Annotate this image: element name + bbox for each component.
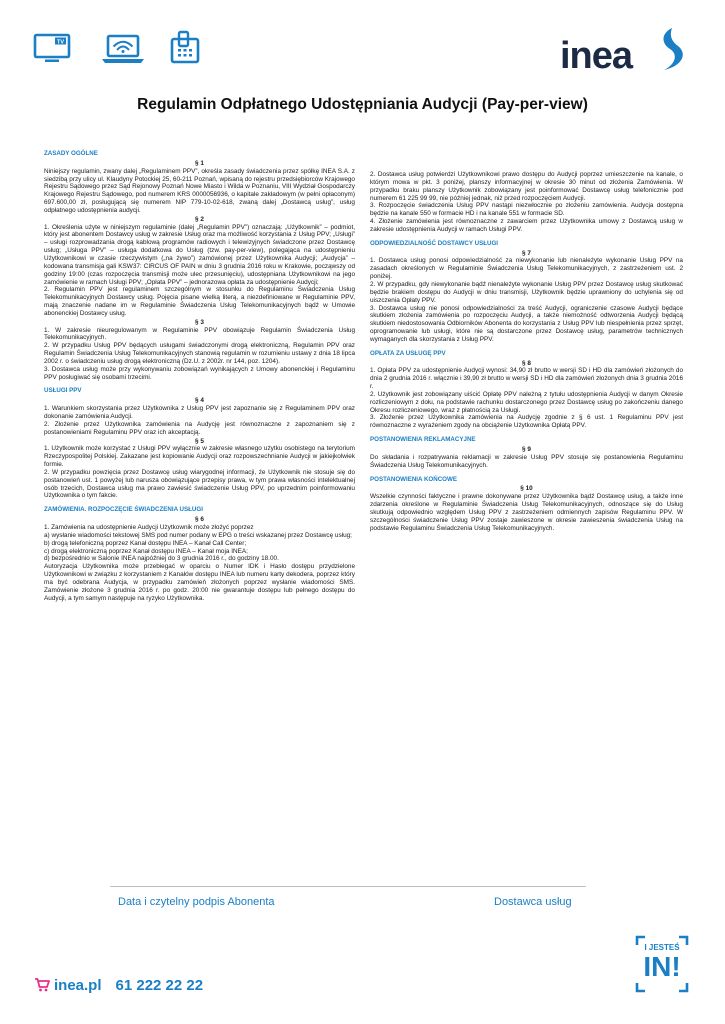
section-heading: ZASADY OGÓLNE: [44, 150, 98, 157]
page-title: Regulamin Odpłatnego Udostępniania Audycji (Pay-per-view): [137, 96, 588, 113]
section-heading: ZAMÓWIENIA. ROZPOCZĘCIE ŚWIADCZENIA USŁUGI: [44, 506, 203, 514]
badge-small-text: I JESTEŚ: [644, 943, 680, 952]
paragraph: 2. Użytkownik jest zobowiązany uiścić Opłatę PPV należną z tytułu udostępnienia Audycji w danym Okresie rozliczeniowym z dołu, na podstawie rachunku dostarczonego przez Dostawcę usług po zakończeniu danego Okresu rozliczeniowego, wraz z płatnością za Usługi.: [370, 390, 683, 414]
paragraph: 2. Regulamin PPV jest regulaminem szczególnym w stosunku do Regulaminu Świadczenia Usług Telekomunikacyjnych Dostawcy usług. Pojęcia pisane wielką literą, a niezdefiniowane w Regulaminie PPV, mają znaczenie nadane im w Regulaminie Świadczenia Usług Telekomunikacyjnych bądź w Umowie abonenckiej Dostawcy usług.: [44, 286, 355, 317]
paragraph: 1. Opłata PPV za udostępnienie Audycji wynosi: 34,90 zł brutto w wersji SD i HD dla zamówień złożonych do dnia 2 grudnia 2016 r. włącznie i 39,90 zł brutto w wersji SD i HD dla zamówień złożonych dnia 3 grudnia 2016 r.: [370, 367, 683, 391]
paragraph-number: § 4: [195, 397, 204, 405]
paragraph-number: § 6: [195, 516, 204, 524]
paragraph-number: § 8: [522, 359, 531, 367]
inea-logo: [560, 24, 690, 81]
cart-icon: [34, 978, 50, 992]
paragraph: 2. Dostawca usług potwierdzi Użytkownikowi prawo dostępu do Audycji poprzez umieszczenie na kanale, o którym mowa w pkt. 3 poniżej, planszy informacyjnej w okresie 30 minut od złożenia Zamówienia. W przypadku braku planszy Użytkownik zobowiązany jest poinformować Dostawcę usług telefonicznie pod numerem 61 225 99 99, nie później jednak, niż przed rozpoczęciem Audycji.: [370, 171, 683, 202]
paragraph: c) drogą elektroniczną poprzez Kanał dostępu INEA – Kanał moja INEA;: [44, 547, 248, 555]
paragraph: 3. Dostawca usług nie ponosi odpowiedzialności za treść Audycji, ograniczenie czasowe Audycji będące skutkiem złożenia zamówienia po rozpoczęciu Audycji, a także niemożność odtworzenia Audycji będącą skutkiem niedostosowania Odbiorników Abonenta do korzystania z Usług PPV lub niespełnienia przez sprzęt, oprogramowanie lub usługi, które nie są dostarczone przez Dostawcę usług, parametrów technicznych wymaganych dla skorzystania z Usług PPV.: [370, 304, 683, 343]
paragraph: 3. Dostawca usług może przy wykonywaniu zobowiązań wynikających z Umowy abonenckiej i Regulaminu PPV posługiwać się osobami trzecimi.: [44, 365, 355, 381]
paragraph: 4. Złożenie zamówienia jest równoznaczne z zawarciem przez Użytkownika umowy z Dostawcą usług w zakresie udostępnienia Audycji w ramach Usługi PPV.: [370, 218, 683, 233]
section-heading: POSTANOWIENIA KOŃCOWE: [370, 475, 457, 483]
paragraph-number: § 1: [195, 159, 204, 167]
paragraph-number: § 3: [195, 318, 204, 326]
paragraph: 3. Rozpoczęcie świadczenia Usług PPV nastąpi niezwłocznie po złożeniu zamówienia. Audycja dostępna będzie na kanale 550 w formacie HD i na kanale 551 w formacie SD.: [370, 202, 683, 218]
paragraph-number: § 10: [520, 485, 533, 493]
paragraph: 2. W przypadku Usług PPV będących usługami świadczonymi drogą elektroniczną, Regulamin PPV oraz Regulamin Świadczenia Usług Telekomunikacyjnych stanowią regulamin w rozumieniu ustawy z dnia 18 lipca 2002 r. o świadczeniu usług drogą elektroniczną (Dz.U. z 2002r. nr 144, poz. 1204).: [44, 342, 355, 365]
tv-icon: [33, 33, 71, 63]
svg-text:inea: inea: [560, 35, 633, 76]
paragraph-number: § 2: [195, 215, 204, 223]
paragraph: 3. Złożenie przez Użytkownika zamówienia na Audycję zgodnie z § 6 ust. 1 Regulaminu PPV jest równoznaczne z wyrażeniem zgody na obciążenie Użytkownika Opłatą PPV.: [370, 414, 683, 430]
paragraph: Wszelkie czynności faktyczne i prawne dokonywane przez Użytkownika bądź Dostawcę usług, a także inne zdarzenia określone w Regulaminie Świadczenia Usług Telekomunikacyjnych, odnoszące się do Usług skutkują odpowiednio względem Usług PPV z zastrzeżeniem odmiennych zapisów Regulaminu PPV. W szczególności świadczenie Usług PPV zostaje zawieszone w okresie zawieszenia świadczenia Usług na podstawie Regulaminu Świadczenia Usług Telekomunikacyjnych.: [370, 493, 683, 532]
paragraph-number: § 5: [195, 437, 204, 445]
footer-contact: [34, 977, 203, 994]
website-link[interactable]: inea.pl: [54, 977, 102, 994]
paragraph: 1. Zamówienia na udostępnienie Audycji Użytkownik może złożyć poprzez: [44, 523, 254, 531]
svg-text:TV: TV: [56, 39, 65, 46]
paragraph: 2. Złożenie przez Użytkownika zamówienia na Audycję jest równoznaczne z zapoznaniem się z postanowieniami Regulaminu PPV oraz ich akceptacją.: [44, 420, 355, 436]
phone-icon: [170, 30, 200, 64]
paragraph: 2. W przypadku powzięcia przez Dostawcę usług wiarygodnej informacji, że Użytkownik nie stosuje się do postanowień ust. 1 powyżej lub narusza obowiązujące przepisy prawa, w tym prawa własności intelektualnej osób trzecich, Dostawca usług ma prawo zawiesić świadczenie Usług PPV, po uprzednim poinformowaniu Użytkownika o tym fakcie.: [44, 468, 355, 500]
section-heading: USŁUGI PPV: [44, 387, 82, 395]
provider-signature-label: Dostawca usług: [494, 896, 572, 908]
paragraph: 1. Określenia użyte w niniejszym regulaminie (dalej „Regulamin PPV”) oznaczają: „Użytkownik” – podmiot, który jest abonentem Dostawcy usług w zakresie Usług oraz ma możliwość korzystania z Usług PPV; „Usługi” – usługi rozprowadzania drogą kablową programów radiowych i telewizyjnych świadczone przez Dostawcę usług; „Usługa PPV” – usługa dodatkowa do Usług (tzw. pay-per-view), polegająca na udostępnieniu Użytkownikowi w czasie rzeczywistym („na żywo”) zamówionej przez Użytkownika Audycji; „Audycja” – kodowana transmisja gali KSW37: CIRCUS OF PAIN w dniu 3 grudnia 2016 roku w Krakowie, począwszy od godziny 19:00 (czas rozpoczęcia transmisji może ulec przesunięciu), udostępniana Użytkownikowi na jego zamówienie w ramach Usługi PPV; „Opłata PPV” – jednorazowa opłata za udostępnienie Audycji;: [44, 223, 355, 286]
paragraph: Do składania i rozpatrywania reklamacji w zakresie Usług PPV stosuje się postanowienia Regulaminu Świadczenia Usług Telekomunikacyjnych.: [370, 453, 683, 469]
paragraph: b) drogą telefoniczną poprzez Kanał dostępu INEA – Kanał Call Center;: [44, 539, 247, 547]
paragraph: a) wysłanie wiadomości tekstowej SMS pod numer podany w EPG o treści wskazanej przez Dostawcę usług;: [44, 531, 352, 539]
paragraph-number: § 9: [522, 446, 531, 453]
paragraph: Niniejszy regulamin, zwany dalej „Regulaminem PPV”, określa zasady świadczenia przez spółkę INEA S.A. z siedzibą przy ulicy ul. Klaudyny Potockiej 25, 60-211 Poznań, wpisaną do rejestru przedsiębiorców Krajowego Rejestru Sądowego przez Sąd Rejonowy Poznań Nowe Miasto i Wilda w Poznaniu, VIII Wydział Gospodarczy Krajowego Rejestru Sądowego, pod numerem KRS 0000056936, o kapitale zakładowym (w pełni opłaconym) 697.600,00 zł, posługującą się numerem NIP 779-10-02-618, zwaną dalej „Dostawcą usług”, usług odpłatnego udostępnienia audycji.: [44, 167, 355, 214]
paragraph: 1. W zakresie nieuregulowanym w Regulaminie PPV obowiązuje Regulamin Świadczenia Usług Telekomunikacyjnych.: [44, 326, 355, 342]
paragraph: 1. Dostawca usług ponosi odpowiedzialność za niewykonanie lub nienależyte wykonanie Usług PPV na zasadach określonych w Regulaminie Świadczenia Usług Telekomunikacyjnych, z zastrzeżeniem ust. 2 poniżej.: [370, 257, 683, 281]
badge-main-text: IN!: [643, 951, 681, 982]
section-heading: OPŁATA ZA USŁUGĘ PPV: [370, 349, 446, 357]
laptop-wifi-icon: [100, 33, 146, 65]
paragraph-number: § 7: [522, 249, 531, 257]
section-heading: POSTANOWIENIA REKLAMACYJNE: [370, 436, 476, 444]
paragraph: d) bezpośrednio w Salonie INEA najpóźniej do 3 grudnia 2016 r., do godziny 18.00.: [44, 555, 279, 563]
paragraph: 1. Użytkownik może korzystać z Usługi PPV wyłącznie w zakresie własnego użytku osobistego na terytorium Rzeczypospolitej Polskiej. Zakazane jest kopiowanie Audycji oraz rozpowszechnianie Audycji w jakiejkolwiek formie.: [44, 445, 355, 469]
paragraph: Autoryzacja Użytkownika może przebiegać w oparciu o Numer IDK i Hasło dostępu przydzielone Użytkownikowi w związku z korzystaniem z Kanałów dostępu INEA lub numeru karty dekodera, poprzez który ma być odebrana Audycja, w przypadku zamówień złożonych poprzez wysłanie wiadomości SMS. Zamówienie złożone 3 grudnia 2016 r. po godz. 20:00 nie gwarantuje dostępu lub pełnego dostępu do Audycji, a tym samym następuje na ryzyko Użytkownika.: [44, 563, 355, 602]
subscriber-signature-label: Data i czytelny podpis Abonenta: [118, 896, 275, 908]
i-jestes-in-badge: [633, 935, 691, 993]
section-heading: ODPOWIEDZIALNOŚĆ DOSTAWCY USŁUGI: [370, 239, 498, 247]
left-column: [44, 150, 355, 602]
paragraph: 1. Warunkiem skorzystania przez Użytkownika z Usług PPV jest zapoznanie się z Regulaminem PPV oraz dokonanie zamówienia Audycji.: [44, 405, 355, 420]
signature-line: [110, 886, 586, 887]
phone-number: 61 222 22 22: [115, 977, 204, 994]
paragraph: 2. W przypadku, gdy niewykonanie bądź nienależyte wykonanie Usług PPV przez Dostawcę usług skutkować będzie brakiem dostępu do Audycji w dniu transmisji, Użytkownik będzie uprawniony do uchylenia się od uiszczenia Opłaty PPV.: [370, 280, 683, 304]
right-column: [370, 171, 683, 532]
